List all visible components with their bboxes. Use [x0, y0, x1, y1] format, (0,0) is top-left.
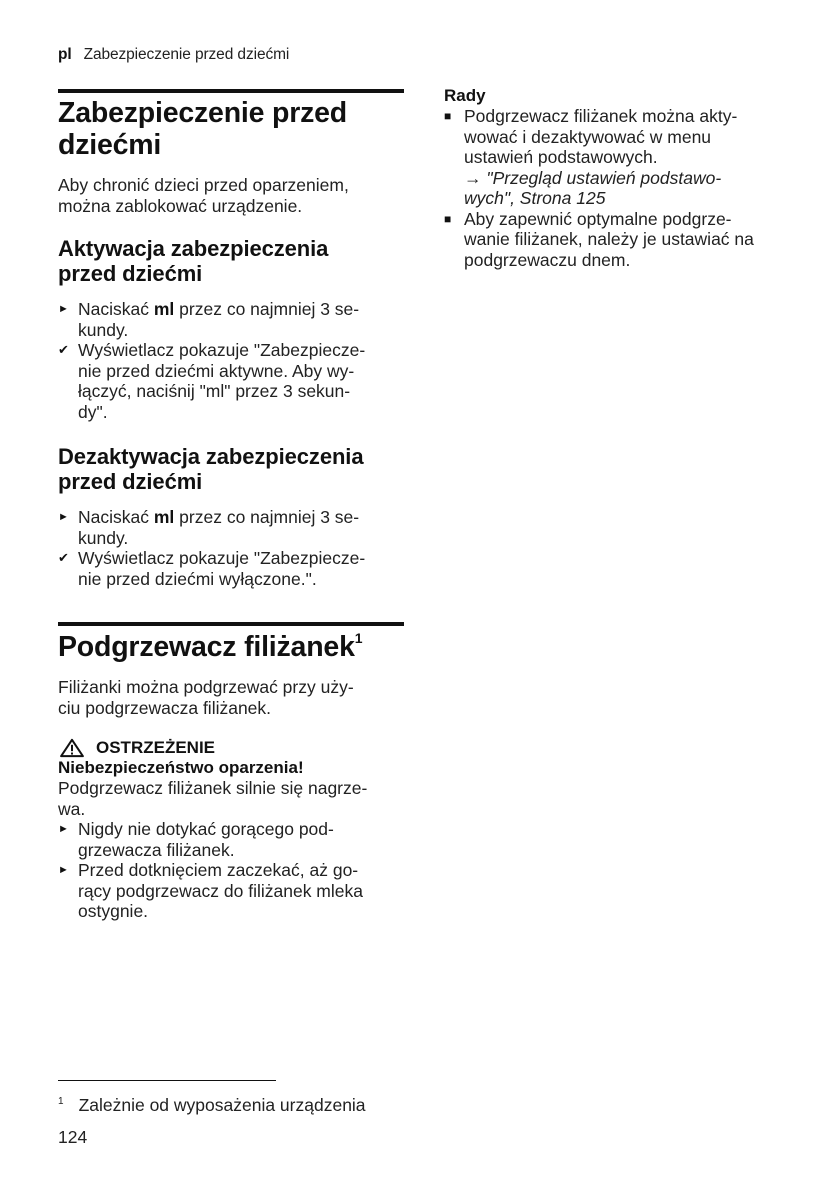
- subsection-title-activate: Aktywacja zabezpieczenia przed dziećmi: [58, 236, 329, 286]
- warning-box: [58, 738, 404, 922]
- page-number: 124: [58, 1127, 88, 1147]
- running-header: [58, 46, 289, 64]
- list-item: ► Nigdy nie dotykać gorącego pod- grzewacza filiżanek.: [58, 819, 334, 860]
- list-item: ► Przed dotknięciem zaczekać, aż go- rący podgrzewacz do filiżanek mleka ostygnie.: [58, 860, 363, 921]
- child-lock-intro: Aby chronić dzieci przed oparzeniem, można zablokować urządzenie.: [58, 175, 349, 216]
- cross-reference-link[interactable]: → "Przegląd ustawień podstawo- wych", Strona 125: [464, 167, 722, 208]
- list-item: ■ Podgrzewacz filiżanek można akty- wować i dezaktywować w menu ustawień podstawowych. → "Przegląd ustawień podstawo- wych", Strona 125: [444, 106, 794, 209]
- list-item-result: ✔ Wyświetlacz pokazuje "Zabezpiecze- nie przed dziećmi wyłączone.".: [58, 548, 366, 589]
- footnote-text: Zależnie od wyposażenia urządzenia: [78, 1095, 366, 1115]
- arrow-bullet-icon: ►: [58, 823, 69, 835]
- subsection-title-deactivate: Dezaktywacja zabezpieczenia przed dziećmi: [58, 444, 364, 494]
- warning-heading: OSTRZEŻENIE: [58, 738, 404, 758]
- square-bullet-icon: ■: [444, 211, 452, 226]
- footnote-divider: [58, 1080, 276, 1081]
- list-item: ► Naciskać ml przez co najmniej 3 se- kundy.: [58, 507, 360, 548]
- header-section-title: Zabezpieczenie przed dziećmi: [83, 46, 290, 63]
- list-item: ■ Aby zapewnić optymalne podgrze- wanie filiżanek, należy je ustawiać na podgrzewaczu dnem.: [444, 208, 754, 270]
- activate-steps: [58, 299, 404, 422]
- arrow-bullet-icon: ►: [58, 864, 69, 876]
- cup-warmer-intro: Filiżanki można podgrzewać przy uży- ciu podgrzewacza filiżanek.: [58, 677, 354, 718]
- warning-triangle-icon: [58, 738, 86, 758]
- footnote-ref: 1: [354, 630, 363, 646]
- section-title-child-lock: Zabezpieczenie przed dziećmi: [58, 97, 348, 161]
- arrow-bullet-icon: ►: [58, 511, 69, 523]
- left-column: [58, 89, 404, 922]
- check-icon: ✔: [58, 342, 69, 357]
- section-title-cup-warmer: Podgrzewacz filiżanek$^1$: [58, 630, 363, 663]
- section-rule: [58, 89, 404, 93]
- warning-steps: [58, 819, 404, 922]
- square-bullet-icon: ■: [444, 109, 452, 123]
- language-code: pl: [58, 46, 72, 63]
- list-item: ► Naciskać ml przez co najmniej 3 se- kundy.: [58, 299, 360, 340]
- footnote: [58, 1092, 366, 1115]
- section-rule: [58, 622, 404, 626]
- key-label: ml: [153, 299, 175, 319]
- deactivate-steps: [58, 507, 404, 589]
- arrow-bullet-icon: ►: [58, 303, 69, 315]
- tips-list: [444, 106, 794, 270]
- check-icon: ✔: [58, 550, 69, 565]
- warning-text: Podgrzewacz filiżanek silnie się nagrze- wa.: [58, 778, 368, 819]
- list-item-result: ✔ Wyświetlacz pokazuje "Zabezpiecze- nie przed dziećmi aktywne. Aby wy- łączyć, naciśnij "ml" przez 3 sekun- dy".: [58, 340, 366, 422]
- key-label: ml: [153, 507, 175, 527]
- tips-title: Rady: [444, 86, 486, 105]
- warning-subtitle: Niebezpieczeństwo oparzenia!: [58, 758, 304, 777]
- right-column: [444, 86, 794, 270]
- footnote-number: 1: [58, 1096, 64, 1107]
